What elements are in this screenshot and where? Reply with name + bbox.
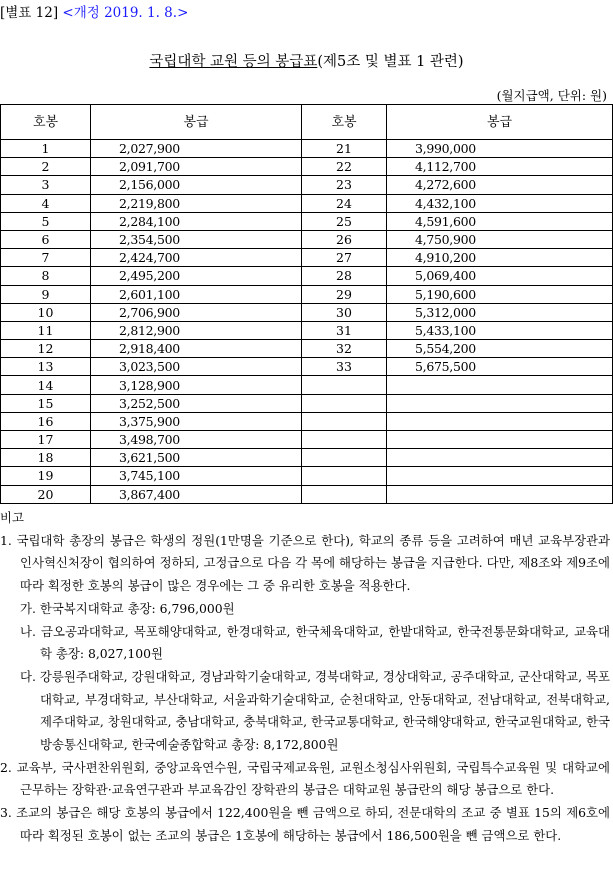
grade-cell: 17	[1, 431, 91, 449]
note-item-1-c: 다. 강릉원주대학교, 강원대학교, 경남과학기술대학교, 경북대학교, 경상대학교, 공주대학교, 군산대학교, 목포대학교, 부경대학교, 부산대학교, 서울과학기술대학교, 순천대학교, 안동대학교, 전남대학교, 전북대학교, 제주대학교, 창원대학교, 충남대학교, 충북대학교, 한국교통대학교, 한국해양대학교, 한국교원대학교, 한국방송통신대학교, 한국예술종합학교 총장: 8,172,800원	[20, 668, 610, 753]
salary-cell: 2,424,700	[91, 249, 302, 267]
unit-note: (월지급액, 단위: 원)	[496, 88, 607, 103]
salary-cell: 5,190,600	[387, 285, 613, 303]
salary-cell	[387, 431, 613, 449]
header-salary-2: 봉급	[387, 105, 613, 140]
salary-cell: 4,591,600	[387, 212, 613, 230]
salary-cell: 4,272,600	[387, 176, 613, 194]
note-item-1-a: 가. 한국복지대학교 총장: 6,796,000원	[20, 600, 235, 616]
grade-cell: 2	[1, 158, 91, 176]
table-row	[1, 285, 613, 303]
salary-cell: 3,023,500	[91, 358, 302, 376]
grade-cell	[302, 376, 387, 394]
notes-heading: 비고	[0, 510, 24, 525]
grade-cell	[302, 412, 387, 430]
grade-cell: 9	[1, 285, 91, 303]
salary-cell: 2,219,800	[91, 194, 302, 212]
grade-cell: 22	[302, 158, 387, 176]
table-row	[1, 431, 613, 449]
header-grade-2: 호봉	[302, 105, 387, 140]
note-item-2: 2. 교육부, 국사편찬위원회, 중앙교육연수원, 국립국제교육원, 교원소청심사위원회, 국립특수교육원 및 대학교에 근무하는 장학관·교육연구관과 부교육감인 장학관의 봉급은 대학교원 봉급란의 해당 봉급으로 한다.	[0, 759, 610, 798]
table-row	[1, 212, 613, 230]
title-main: 국립대학 교원 등의 봉급표	[149, 54, 318, 70]
table-row	[1, 340, 613, 358]
salary-cell: 5,312,000	[387, 303, 613, 321]
note-item-1: 1. 국립대학 총장의 봉급은 학생의 정원(1만명을 기준으로 한다), 학교의 종류 등을 고려하여 매년 교육부장관과 인사혁신처장이 협의하여 정하되, 고정급으로 다음 각 목에 해당하는 봉급을 지급한다. 다만, 제8조와 제9조에 따라 획정한 호봉의 봉급이 많은 경우에는 그 중 유리한 호봉을 적용한다.	[0, 532, 610, 594]
note-item-1-b: 나. 금오공과대학교, 목포해양대학교, 한경대학교, 한국체육대학교, 한밭대학교, 한국전통문화대학교, 교육대학 총장: 8,027,100원	[20, 623, 610, 662]
table-row	[1, 140, 613, 158]
salary-cell: 2,495,200	[91, 267, 302, 285]
page-title	[0, 50, 613, 71]
grade-cell: 30	[302, 303, 387, 321]
salary-cell: 3,128,900	[91, 376, 302, 394]
salary-cell: 3,867,400	[91, 485, 302, 503]
table-header-row	[1, 105, 613, 140]
salary-cell	[387, 412, 613, 430]
grade-cell: 18	[1, 449, 91, 467]
salary-cell	[387, 485, 613, 503]
grade-cell	[302, 467, 387, 485]
table-row	[1, 394, 613, 412]
annex-label: [별표 12]	[0, 5, 59, 21]
grade-cell: 16	[1, 412, 91, 430]
grade-cell: 32	[302, 340, 387, 358]
grade-cell: 23	[302, 176, 387, 194]
grade-cell	[302, 394, 387, 412]
grade-cell	[302, 431, 387, 449]
salary-cell: 4,112,700	[387, 158, 613, 176]
salary-cell: 2,354,500	[91, 230, 302, 248]
table-row	[1, 376, 613, 394]
salary-cell	[387, 467, 613, 485]
table-row	[1, 485, 613, 503]
salary-cell: 2,918,400	[91, 340, 302, 358]
grade-cell: 10	[1, 303, 91, 321]
amendment-link[interactable]: <개정 2019. 1. 8.>	[62, 5, 189, 21]
salary-cell: 2,156,000	[91, 176, 302, 194]
grade-cell: 20	[1, 485, 91, 503]
table-row	[1, 158, 613, 176]
header-salary-1: 봉급	[91, 105, 302, 140]
notes-section	[0, 507, 610, 848]
salary-cell: 5,433,100	[387, 321, 613, 339]
salary-cell: 4,750,900	[387, 230, 613, 248]
salary-cell	[387, 449, 613, 467]
grade-cell: 24	[302, 194, 387, 212]
table-row	[1, 358, 613, 376]
salary-table	[0, 104, 613, 504]
grade-cell: 13	[1, 358, 91, 376]
salary-cell: 4,910,200	[387, 249, 613, 267]
salary-cell: 5,675,500	[387, 358, 613, 376]
grade-cell: 27	[302, 249, 387, 267]
salary-cell: 3,252,500	[91, 394, 302, 412]
salary-cell: 2,027,900	[91, 140, 302, 158]
table-row	[1, 449, 613, 467]
grade-cell: 14	[1, 376, 91, 394]
salary-table-body	[1, 140, 613, 504]
salary-cell: 3,990,000	[387, 140, 613, 158]
table-row	[1, 249, 613, 267]
salary-cell: 4,432,100	[387, 194, 613, 212]
grade-cell	[302, 485, 387, 503]
table-row	[1, 321, 613, 339]
grade-cell: 6	[1, 230, 91, 248]
salary-cell: 2,601,100	[91, 285, 302, 303]
salary-cell: 3,621,500	[91, 449, 302, 467]
grade-cell: 1	[1, 140, 91, 158]
grade-cell: 26	[302, 230, 387, 248]
grade-cell: 19	[1, 467, 91, 485]
grade-cell: 3	[1, 176, 91, 194]
grade-cell: 15	[1, 394, 91, 412]
table-row	[1, 467, 613, 485]
table-row	[1, 176, 613, 194]
table-row	[1, 267, 613, 285]
note-item-3: 3. 조교의 봉급은 해당 호봉의 봉급에서 122,400원을 뺀 금액으로 하되, 전문대학의 조교 중 별표 15의 제6호에 따라 획정된 호봉이 없는 조교의 봉급은 1호봉에 해당하는 봉급에서 186,500원을 뺀 금액으로 한다.	[0, 805, 610, 843]
salary-cell: 2,706,900	[91, 303, 302, 321]
grade-cell: 12	[1, 340, 91, 358]
salary-cell: 2,091,700	[91, 158, 302, 176]
salary-cell	[387, 376, 613, 394]
salary-cell: 2,284,100	[91, 212, 302, 230]
grade-cell: 8	[1, 267, 91, 285]
grade-cell: 29	[302, 285, 387, 303]
annex-header	[0, 1, 188, 21]
grade-cell: 7	[1, 249, 91, 267]
grade-cell: 4	[1, 194, 91, 212]
grade-cell: 11	[1, 321, 91, 339]
salary-cell: 3,498,700	[91, 431, 302, 449]
grade-cell: 5	[1, 212, 91, 230]
grade-cell: 33	[302, 358, 387, 376]
grade-cell: 21	[302, 140, 387, 158]
grade-cell: 28	[302, 267, 387, 285]
salary-cell: 5,069,400	[387, 267, 613, 285]
salary-cell: 5,554,200	[387, 340, 613, 358]
title-suffix: (제5조 및 별표 1 관련)	[317, 54, 464, 70]
table-row	[1, 412, 613, 430]
grade-cell: 25	[302, 212, 387, 230]
grade-cell: 31	[302, 321, 387, 339]
salary-cell: 3,745,100	[91, 467, 302, 485]
salary-cell: 3,375,900	[91, 412, 302, 430]
salary-cell	[387, 394, 613, 412]
header-grade-1: 호봉	[1, 105, 91, 140]
table-row	[1, 230, 613, 248]
table-row	[1, 303, 613, 321]
table-row	[1, 194, 613, 212]
salary-cell: 2,812,900	[91, 321, 302, 339]
grade-cell	[302, 449, 387, 467]
